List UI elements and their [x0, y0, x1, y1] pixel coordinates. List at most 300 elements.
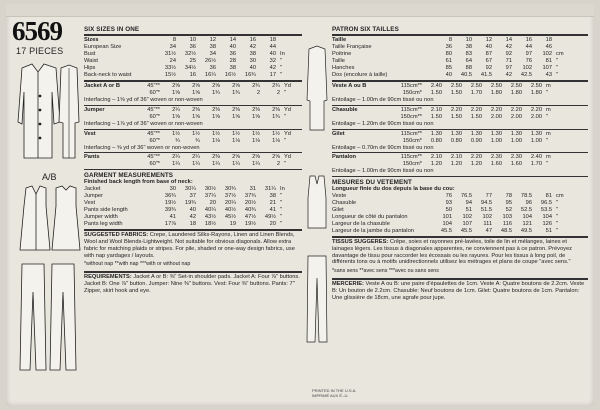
table-cell: 2.10 [430, 154, 442, 161]
table-cell: 102 [522, 65, 532, 71]
table-cell: 116 [502, 220, 512, 227]
table-cell: 2.50 [490, 83, 502, 89]
table-row [84, 107, 293, 114]
table-cell: 18 [269, 37, 276, 43]
table-cell: 92 [505, 51, 512, 57]
table-cell: 2⅜ [272, 106, 280, 113]
unit-cell: Yd [284, 106, 291, 113]
table-cell: 1.30 [510, 130, 522, 137]
table-cell: 1⅝ [172, 90, 180, 96]
table-row [332, 44, 566, 51]
table-cell: 12 [485, 37, 492, 43]
table-cell: ¾ [195, 137, 200, 144]
measurements-title-fr: MESURES DU VETEMENT [332, 179, 412, 187]
size-chart [84, 37, 287, 79]
table-cell: 31¼ [264, 186, 276, 193]
table-cell: 42 [505, 72, 512, 78]
table-cell: 1½ [232, 130, 240, 137]
unit-cell: m [546, 130, 551, 137]
unit-cell: In [280, 51, 285, 57]
table-cell: 2⅜ [232, 106, 240, 113]
table-cell: 64 [465, 58, 472, 64]
table-cell: 2⅝ [172, 83, 180, 89]
table-cell: 2 [276, 161, 280, 168]
table-cell: 34 [209, 51, 216, 57]
table-cell: 2.40 [530, 154, 542, 161]
row-label: Pants leg width [84, 221, 123, 228]
table-cell: 1⅛ [232, 137, 240, 144]
table-row [332, 65, 566, 72]
table-cell: 2 [276, 90, 280, 96]
measurements-subtitle-fr: Longueur finie du dos depuis la base du cou: [332, 186, 455, 193]
table-row [84, 193, 287, 200]
garment-name: Pants [84, 154, 100, 161]
table-cell: 17 [269, 72, 276, 78]
table-cell: 2⅝ [272, 154, 280, 161]
jumper-line-drawing [16, 184, 82, 254]
table-cell: 111 [483, 220, 492, 227]
table-cell: 1.50 [430, 90, 442, 96]
table-cell: 40 [249, 65, 256, 71]
pieces-count: 17 PIECES [16, 46, 64, 56]
table-cell: 10 [189, 37, 196, 43]
table-row [332, 58, 566, 65]
garment-name [84, 90, 128, 97]
table-row [84, 138, 293, 145]
table-cell: 40 [189, 207, 196, 214]
fabrics-text-fr: Crêpe, soies et rayonnes pré-lavées, toile de lin et mélanges, laines et lainages légers. Les tissus à diagonales apparentes, ne conviennent pas à ce patron. Prévoyez davantage de tissu pour raccorder les écossais ou les rayures. Pour les tissus à long poil, de différents tons ou à motifs unidirectionnels utilisez les métrages et plans de coupe "avec sens." [332, 238, 572, 266]
table-row [332, 114, 553, 121]
table-cell: 24 [169, 58, 176, 64]
fabric-width: 115cm** [400, 130, 422, 137]
table-cell: 19¾ [184, 200, 196, 207]
fabric-width: 150cm* [402, 90, 422, 96]
table-cell: 107 [462, 220, 472, 227]
divider [332, 129, 588, 130]
table-cell: 40 [445, 72, 452, 78]
table-cell: 30¼ [184, 186, 196, 193]
table-row [84, 37, 287, 44]
table-cell: 20¼ [224, 200, 236, 207]
row-label: Chasuble [332, 199, 357, 206]
table-cell: 51.5 [480, 206, 492, 213]
table-cell: 81 [545, 192, 552, 199]
nap-note-fr: *sans sens **avec sens ***avec ou sans sens [332, 268, 439, 275]
row-label: Longueur de côté du pantalon [332, 213, 408, 220]
printed-en: PRINTED IN THE U.S.A. [312, 388, 357, 393]
garment-name [332, 161, 386, 168]
unit-cell: cm [556, 51, 564, 57]
unit-cell: m [546, 106, 551, 113]
table-cell: 1.80 [530, 90, 542, 96]
interfacing-note: Entoilage – 0.70m de 90cm tissé ou non [332, 144, 434, 151]
table-cell: 126 [542, 220, 552, 227]
table-cell: 41 [269, 207, 276, 214]
table-cell: 30¾ [224, 186, 236, 193]
table-cell: 104 [522, 213, 532, 220]
table-cell: 20 [269, 221, 276, 228]
table-cell: 42 [505, 44, 512, 50]
table-cell: 104 [542, 213, 552, 220]
table-cell: 1.50 [450, 90, 462, 96]
table-cell: 2.20 [470, 106, 482, 113]
table-cell: ¾ [175, 137, 180, 144]
table-cell: 1.20 [450, 161, 462, 168]
garment-name [332, 114, 386, 121]
table-cell: 36 [229, 51, 236, 57]
table-cell: 1¼ [172, 161, 180, 168]
unit-cell [278, 37, 287, 44]
unit-cell: " [284, 137, 287, 144]
table-cell: 102 [482, 213, 492, 220]
table-cell: 30½ [204, 186, 216, 193]
table-cell: 1½ [192, 130, 200, 137]
row-label: Bust [84, 51, 96, 57]
table-row [84, 90, 293, 97]
table-cell: 1⅝ [172, 113, 180, 120]
table-row [84, 51, 287, 58]
table-cell: 32½ [184, 51, 196, 57]
table-cell: 2.50 [450, 83, 462, 89]
table-cell: 37 [189, 193, 196, 200]
table-cell: 14 [229, 37, 236, 43]
table-cell: 78.5 [520, 192, 532, 199]
table-cell: 38 [269, 193, 276, 200]
table-cell: 2⅝ [192, 83, 200, 89]
measurements-subtitle: Finished back length from base of neck: [84, 179, 193, 186]
table-cell: 80 [445, 51, 452, 57]
row-label: Taille [332, 37, 347, 43]
table-cell: 47½ [244, 214, 256, 221]
measurements-table [84, 186, 287, 228]
table-row [332, 221, 566, 228]
table-cell: 39¾ [164, 207, 176, 214]
table-cell: 1.30 [450, 130, 462, 137]
table-cell: 1.30 [490, 130, 502, 137]
interfacing-note: Interfacing – 1⅞ yd of 36" woven or non-woven [84, 120, 203, 127]
unit-cell: " [546, 113, 549, 120]
table-cell: 16 [249, 37, 256, 43]
table-cell: 16 [189, 72, 196, 78]
interfacing-note: Entoilage – 1.20m de 90cm tissé ou non [332, 120, 434, 127]
unit-cell: " [556, 213, 559, 220]
unit-cell: " [280, 214, 283, 221]
table-row [332, 161, 553, 168]
fabric-width: 45"** [147, 83, 160, 89]
table-cell: 104 [442, 220, 452, 227]
unit-cell: " [284, 90, 287, 96]
table-cell: 102 [542, 51, 552, 57]
table-cell: 34 [169, 44, 176, 50]
table-cell: 17⅞ [164, 221, 176, 228]
table-cell: 1.00 [510, 137, 522, 144]
table-cell: 2.50 [470, 83, 482, 89]
fabrics-title-fr: TISSUS SUGGERES: [332, 238, 389, 245]
table-cell: 20½ [244, 200, 256, 207]
french-column [332, 26, 588, 301]
figure-label: A/B [42, 172, 57, 182]
printed-fr: IMPRIMÉ AUX É.-U. [312, 393, 349, 398]
unit-cell [278, 44, 287, 51]
table-cell: 43½ [204, 214, 216, 221]
table-cell: 16¼ [204, 72, 216, 78]
table-cell: 42.5 [520, 72, 532, 78]
table-cell: 83 [465, 51, 472, 57]
table-cell: 1⅛ [212, 137, 220, 144]
table-cell: 28 [229, 58, 236, 64]
table-cell: 1⅛ [252, 137, 260, 144]
size-chart-fr [332, 37, 566, 79]
table-cell: 77 [485, 192, 492, 199]
row-label: Pants side length [84, 207, 128, 214]
table-cell: 36¾ [164, 193, 176, 200]
table-row [332, 138, 553, 145]
divider [332, 105, 588, 106]
table-cell: 40¼ [204, 207, 216, 214]
table-row [332, 83, 553, 90]
garment-yardage [84, 83, 293, 97]
table-cell: 40¾ [244, 207, 256, 214]
table-cell: 20 [209, 200, 216, 207]
row-label: Gilet [332, 206, 344, 213]
table-cell: 50 [445, 206, 452, 213]
table-cell: 42 [269, 65, 276, 71]
requirements-fr [332, 281, 588, 301]
envelope-flap [6, 4, 594, 17]
unit-cell: " [556, 220, 559, 227]
jacket-back-drawing [58, 62, 80, 162]
table-cell: 2.10 [430, 106, 442, 113]
table-cell: 1¾ [232, 90, 240, 96]
row-label: Largeur de la jambe du pantalon [332, 227, 414, 234]
garment-name [332, 90, 386, 97]
table-cell: 2.20 [450, 106, 462, 113]
unit-cell: " [556, 72, 559, 78]
unit-cell [554, 37, 566, 44]
table-cell: 19½ [164, 200, 176, 207]
table-cell: 87 [485, 51, 492, 57]
fabrics-text: Crepe, Laundered Silks-Rayons, Linen and Linen Blends, Wool and Wool Blends-Lightweight. Not suitable for obvious diagonals. Allow extra fabric for matching plaids or stripes. For pile, shaded or one-way design fabrics, use with nap yardages / layouts. [84, 232, 295, 259]
table-cell: 44 [269, 44, 276, 50]
table-row [84, 58, 287, 65]
table-cell: 1⅝ [212, 113, 220, 120]
fabric-width: 45"** [147, 154, 160, 161]
table-cell: 1¾ [212, 90, 220, 96]
row-label: Dos (encolure à taille) [332, 72, 388, 78]
table-cell: 1¼ [192, 161, 200, 168]
table-cell: 2⅝ [212, 83, 220, 89]
unit-cell: " [280, 193, 283, 200]
sizes-title: SIX SIZES IN ONE [84, 26, 140, 33]
measurements-title: GARMENT MEASUREMENTS [84, 172, 174, 180]
table-cell: 37½ [224, 193, 236, 200]
table-cell: 12 [209, 37, 216, 43]
jacket-flat-drawing [306, 44, 328, 134]
garment-yardage [332, 107, 553, 121]
table-row [332, 72, 566, 79]
table-cell: 2.20 [490, 106, 502, 113]
garment-yardage [84, 107, 293, 121]
divider [84, 129, 302, 130]
table-cell: 16¾ [244, 72, 256, 78]
garment-name [84, 161, 128, 168]
table-cell: 101 [442, 213, 452, 220]
table-row [84, 207, 287, 214]
table-row [84, 83, 293, 90]
fabric-width: 115cm** [400, 154, 422, 161]
divider [84, 105, 302, 106]
garment-name: Vest [84, 130, 96, 137]
table-cell: 1.80 [490, 90, 502, 96]
unit-cell: In [280, 186, 285, 193]
table-row [84, 186, 287, 193]
table-cell: 71 [505, 58, 512, 64]
table-row [84, 72, 287, 79]
table-cell: 47 [485, 227, 492, 234]
unit-cell [554, 44, 566, 51]
table-cell: 2.00 [510, 113, 522, 120]
table-cell: 2.10 [450, 154, 462, 161]
table-cell: 85 [445, 65, 452, 71]
table-cell: 31½ [164, 51, 176, 57]
garment-yardage [332, 131, 553, 145]
table-cell: 1⅝ [252, 113, 260, 120]
unit-cell: " [280, 200, 283, 207]
garment-yardage [332, 154, 553, 168]
english-column [84, 26, 302, 295]
table-cell: 1.30 [470, 130, 482, 137]
unit-cell: Yd [284, 154, 291, 161]
fabric-width: 60"* [149, 161, 160, 168]
table-cell: 1.70 [530, 161, 542, 168]
table-cell: 52 [505, 206, 512, 213]
unit-cell: " [284, 161, 287, 168]
table-cell: 8 [448, 37, 452, 43]
row-label: Waist [84, 58, 99, 64]
unit-cell: " [556, 65, 559, 71]
unit-cell: " [556, 206, 559, 213]
table-cell: 1.20 [470, 161, 482, 168]
unit-cell: Yd [284, 83, 291, 89]
table-cell: 2⅜ [212, 154, 220, 161]
table-cell: 42 [189, 214, 196, 221]
unit-cell: " [546, 161, 549, 168]
row-label: Hips [84, 65, 96, 71]
fabric-width: 60"* [149, 137, 160, 144]
row-label: Vest [84, 200, 96, 207]
suggested-fabrics [84, 232, 302, 259]
requirements [84, 274, 302, 294]
table-cell: 26½ [204, 58, 216, 64]
row-label: Jacket [84, 186, 101, 193]
garment-yardage [84, 154, 293, 168]
table-cell: 2¾ [252, 83, 260, 89]
table-cell: 2 [256, 90, 260, 96]
table-cell: 41.5 [480, 72, 492, 78]
table-cell: 1.60 [510, 161, 522, 168]
table-cell: 40 [229, 44, 236, 50]
pants-line-drawing [16, 262, 82, 374]
table-cell: 1½ [212, 130, 220, 137]
table-cell: 1⅝ [232, 113, 240, 120]
table-cell: 2.40 [430, 83, 442, 89]
fabrics-title: SUGGESTED FABRICS: [84, 232, 149, 239]
garment-yardage [84, 131, 293, 145]
table-cell: 2⅜ [252, 106, 260, 113]
garment-name: Chasuble [332, 106, 358, 113]
table-cell: 8 [172, 37, 176, 43]
unit-cell: Yd [284, 130, 291, 137]
table-cell: 1¾ [272, 113, 280, 120]
unit-cell: " [546, 137, 549, 144]
table-cell: 48.5 [500, 227, 512, 234]
unit-cell: " [280, 207, 283, 214]
table-cell: 46 [545, 44, 552, 50]
fabric-width: 115cm** [400, 106, 422, 113]
pattern-envelope-back [6, 4, 594, 406]
table-cell: 1⅝ [192, 90, 200, 96]
table-cell: 33½ [164, 65, 176, 71]
fabric-width: 45"** [147, 106, 160, 113]
table-cell: 103 [502, 213, 512, 220]
unit-cell: cm [556, 192, 564, 199]
table-cell: 1.70 [470, 90, 482, 96]
table-cell: 0.80 [430, 137, 442, 144]
table-cell: 15½ [164, 72, 176, 78]
table-cell: 2.20 [470, 154, 482, 161]
table-row [84, 154, 293, 161]
table-cell: 34½ [184, 65, 196, 71]
fabric-width: 60"* [149, 90, 160, 96]
table-cell: 52.5 [520, 206, 532, 213]
table-cell: 36 [189, 44, 196, 50]
unit-cell: " [280, 72, 283, 78]
table-cell: 18 [545, 37, 552, 43]
table-cell: 92 [485, 65, 492, 71]
table-cell: 81 [545, 58, 552, 64]
table-cell: 2⅜ [212, 106, 220, 113]
table-cell: 93 [445, 199, 452, 206]
table-cell: 1.80 [510, 90, 522, 96]
table-cell: 2¼ [172, 106, 180, 113]
table-cell: 61 [445, 58, 452, 64]
table-row [332, 51, 566, 58]
row-label: Jumper width [84, 214, 118, 221]
garment-name: Jumper [84, 106, 105, 113]
table-cell: 30 [169, 186, 176, 193]
table-cell: 96.5 [540, 199, 552, 206]
table-row [84, 221, 287, 228]
table-cell: 2⅝ [252, 154, 260, 161]
unit-cell: " [280, 65, 283, 71]
table-row [332, 228, 566, 235]
table-row [332, 200, 566, 207]
unit-cell: " [284, 113, 287, 120]
table-cell: 2.20 [510, 106, 522, 113]
table-cell: 40.5 [460, 72, 472, 78]
table-cell: 49.5 [520, 227, 532, 234]
fabric-width: 150cm* [402, 161, 422, 168]
table-cell: 38 [465, 44, 472, 50]
table-cell: 31 [249, 186, 256, 193]
table-cell: 2.00 [530, 113, 542, 120]
table-row [84, 65, 287, 72]
table-cell: 2¼ [192, 154, 200, 161]
row-label: Sizes [84, 37, 99, 43]
table-cell: 51 [465, 206, 472, 213]
row-label: Jumper [84, 193, 103, 200]
table-row [332, 154, 553, 161]
